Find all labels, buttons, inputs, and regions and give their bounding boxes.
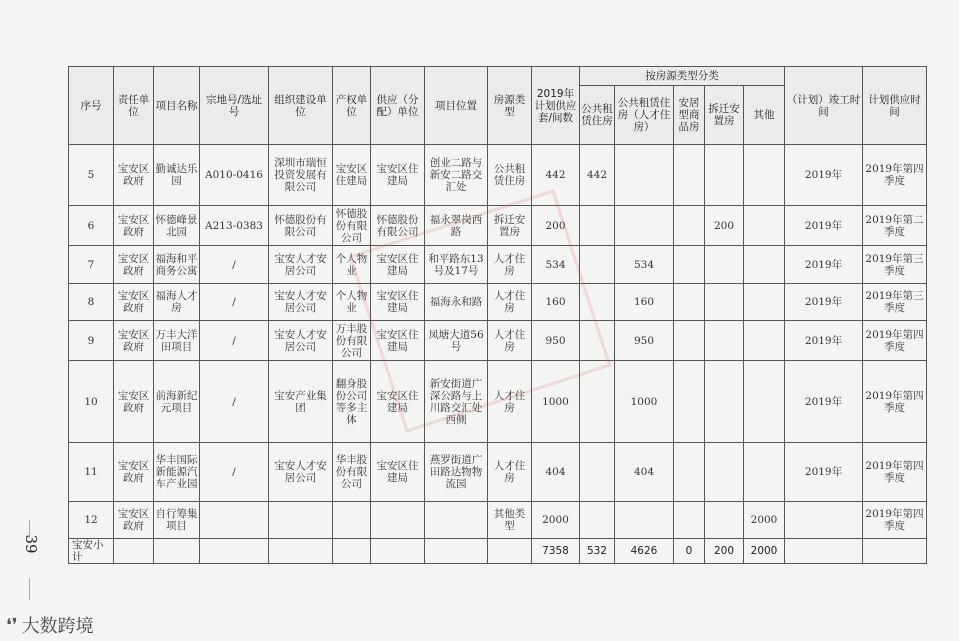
header-other: 其他 bbox=[744, 86, 785, 145]
row-supply-time: 2019年第四季度 bbox=[863, 361, 927, 443]
header-name: 项目名称 bbox=[154, 67, 200, 145]
row-other bbox=[744, 284, 785, 321]
row-land: / bbox=[200, 321, 269, 361]
row-plan: 442 bbox=[532, 145, 580, 206]
table-row bbox=[69, 246, 927, 284]
row-unit: 宝安区政府 bbox=[114, 145, 154, 206]
row-completion: 2019年 bbox=[785, 443, 863, 502]
row-owner: 华丰股份有限公司 bbox=[333, 443, 371, 502]
row-land: A213-0383 bbox=[200, 206, 269, 246]
row-owner: 个人物业 bbox=[333, 284, 371, 321]
table-row bbox=[69, 502, 927, 539]
row-other bbox=[744, 443, 785, 502]
row-location: 创业二路与新安二路交汇处 bbox=[425, 145, 488, 206]
row-name: 怀德峰景北园 bbox=[154, 206, 200, 246]
row-builder: 宝安产业集团 bbox=[269, 361, 333, 443]
row-public-rental: 442 bbox=[580, 145, 615, 206]
row-other bbox=[744, 246, 785, 284]
row-other bbox=[744, 145, 785, 206]
table-row bbox=[69, 321, 927, 361]
row-location: 凤塘大道56号 bbox=[425, 321, 488, 361]
row-affordable bbox=[674, 145, 705, 206]
row-talent-rental: 160 bbox=[615, 284, 674, 321]
row-affordable bbox=[674, 284, 705, 321]
row-other: 2000 bbox=[744, 502, 785, 539]
row-builder: 怀德股份有限公司 bbox=[269, 206, 333, 246]
row-location bbox=[425, 502, 488, 539]
row-completion: 2019年 bbox=[785, 321, 863, 361]
row-plan: 160 bbox=[532, 284, 580, 321]
subtotal-label: 宝安小计 bbox=[69, 539, 114, 564]
row-unit: 宝安区政府 bbox=[114, 246, 154, 284]
row-seq: 7 bbox=[69, 246, 114, 284]
row-relocation bbox=[705, 284, 744, 321]
row-public-rental bbox=[580, 502, 615, 539]
header-land: 宗地号/选址号 bbox=[200, 67, 269, 145]
row-supply: 宝安区住建局 bbox=[371, 145, 425, 206]
row-type: 其他类型 bbox=[488, 502, 532, 539]
row-name: 福海和平商务公寓 bbox=[154, 246, 200, 284]
header-relocation: 拆迁安置房 bbox=[705, 86, 744, 145]
subtotal-public-rental: 532 bbox=[580, 539, 615, 564]
row-public-rental bbox=[580, 206, 615, 246]
row-supply: 宝安区住建局 bbox=[371, 443, 425, 502]
page-number: 39 bbox=[22, 534, 40, 554]
row-land: / bbox=[200, 361, 269, 443]
header-supply: 供应（分配）单位 bbox=[371, 67, 425, 145]
subtotal-relocation: 200 bbox=[705, 539, 744, 564]
row-type: 人才住房 bbox=[488, 361, 532, 443]
row-builder: 宝安人才安居公司 bbox=[269, 246, 333, 284]
row-unit: 宝安区政府 bbox=[114, 284, 154, 321]
row-land: A010-0416 bbox=[200, 145, 269, 206]
page-number-rule-bottom bbox=[29, 578, 30, 600]
row-location: 燕罗街道广田路达物物流园 bbox=[425, 443, 488, 502]
row-public-rental bbox=[580, 284, 615, 321]
row-supply bbox=[371, 502, 425, 539]
row-name: 福海人才房 bbox=[154, 284, 200, 321]
header-plan-2019: 2019年计划供应套/间数 bbox=[532, 67, 580, 145]
row-public-rental bbox=[580, 361, 615, 443]
row-supply: 宝安区住建局 bbox=[371, 246, 425, 284]
row-builder: 宝安人才安居公司 bbox=[269, 443, 333, 502]
row-type: 人才住房 bbox=[488, 321, 532, 361]
row-owner: 怀德股份有限公司 bbox=[333, 206, 371, 246]
table-row bbox=[69, 206, 927, 246]
row-other bbox=[744, 321, 785, 361]
row-unit: 宝安区政府 bbox=[114, 206, 154, 246]
table-row bbox=[69, 443, 927, 502]
row-seq: 11 bbox=[69, 443, 114, 502]
row-owner bbox=[333, 502, 371, 539]
row-plan: 1000 bbox=[532, 361, 580, 443]
row-relocation bbox=[705, 246, 744, 284]
header-owner: 产权单位 bbox=[333, 67, 371, 145]
row-owner: 宝安区住建局 bbox=[333, 145, 371, 206]
brand-logo bbox=[6, 612, 94, 638]
row-public-rental bbox=[580, 246, 615, 284]
table-row bbox=[69, 284, 927, 321]
row-completion: 2019年 bbox=[785, 361, 863, 443]
row-supply-time: 2019年第四季度 bbox=[863, 321, 927, 361]
row-talent-rental: 404 bbox=[615, 443, 674, 502]
subtotal-other: 2000 bbox=[744, 539, 785, 564]
row-affordable bbox=[674, 321, 705, 361]
row-owner: 万丰股份有限公司 bbox=[333, 321, 371, 361]
row-public-rental bbox=[580, 443, 615, 502]
row-supply-time: 2019年第三季度 bbox=[863, 284, 927, 321]
row-type: 人才住房 bbox=[488, 246, 532, 284]
row-land: / bbox=[200, 284, 269, 321]
row-unit: 宝安区政府 bbox=[114, 443, 154, 502]
row-talent-rental: 534 bbox=[615, 246, 674, 284]
row-other bbox=[744, 206, 785, 246]
header-type: 房源类型 bbox=[488, 67, 532, 145]
subtotal-plan: 7358 bbox=[532, 539, 580, 564]
row-seq: 8 bbox=[69, 284, 114, 321]
row-affordable bbox=[674, 246, 705, 284]
subtotal-talent-rental: 4626 bbox=[615, 539, 674, 564]
table-row bbox=[69, 361, 927, 443]
row-plan: 534 bbox=[532, 246, 580, 284]
header-supply-time: 计划供应时间 bbox=[863, 67, 927, 145]
row-type: 人才住房 bbox=[488, 284, 532, 321]
row-builder bbox=[269, 502, 333, 539]
row-name: 前海新纪元项目 bbox=[154, 361, 200, 443]
header-seq: 序号 bbox=[69, 67, 114, 145]
row-supply: 宝安区住建局 bbox=[371, 321, 425, 361]
row-seq: 5 bbox=[69, 145, 114, 206]
row-completion: 2019年 bbox=[785, 284, 863, 321]
header-completion: （计划）竣工时间 bbox=[785, 67, 863, 145]
row-land bbox=[200, 502, 269, 539]
row-location: 新安街道广深公路与上川路交汇处西侧 bbox=[425, 361, 488, 443]
row-affordable bbox=[674, 443, 705, 502]
row-land: / bbox=[200, 246, 269, 284]
row-affordable bbox=[674, 361, 705, 443]
row-supply-time: 2019年第四季度 bbox=[863, 502, 927, 539]
row-relocation bbox=[705, 361, 744, 443]
row-name: 华丰国际新能源汽车产业园 bbox=[154, 443, 200, 502]
header-affordable: 安居型商品房 bbox=[674, 86, 705, 145]
row-owner: 个人物业 bbox=[333, 246, 371, 284]
row-talent-rental: 950 bbox=[615, 321, 674, 361]
row-plan: 404 bbox=[532, 443, 580, 502]
row-location: 福永翠岗西路 bbox=[425, 206, 488, 246]
row-supply-time: 2019年第二季度 bbox=[863, 206, 927, 246]
row-completion: 2019年 bbox=[785, 145, 863, 206]
row-completion: 2019年 bbox=[785, 246, 863, 284]
row-relocation bbox=[705, 443, 744, 502]
row-plan: 950 bbox=[532, 321, 580, 361]
header-group: 按房源类型分类 bbox=[580, 67, 785, 86]
quote-logo-icon: ❛❜ bbox=[6, 614, 18, 636]
row-relocation: 200 bbox=[705, 206, 744, 246]
table-row bbox=[69, 145, 927, 206]
brand-logo-text: 大数跨境 bbox=[21, 616, 94, 637]
housing-supply-table bbox=[68, 66, 927, 564]
row-location: 福海永和路 bbox=[425, 284, 488, 321]
row-seq: 10 bbox=[69, 361, 114, 443]
row-unit: 宝安区政府 bbox=[114, 361, 154, 443]
row-affordable bbox=[674, 206, 705, 246]
row-relocation bbox=[705, 145, 744, 206]
row-talent-rental: 1000 bbox=[615, 361, 674, 443]
row-location: 和平路东13号及17号 bbox=[425, 246, 488, 284]
row-supply: 怀德股份有限公司 bbox=[371, 206, 425, 246]
header-talent-rental: 公共租赁住房（人才住房） bbox=[615, 86, 674, 145]
header-unit: 责任单位 bbox=[114, 67, 154, 145]
row-supply-time: 2019年第四季度 bbox=[863, 145, 927, 206]
row-talent-rental bbox=[615, 502, 674, 539]
row-supply-time: 2019年第三季度 bbox=[863, 246, 927, 284]
row-completion bbox=[785, 502, 863, 539]
row-seq: 6 bbox=[69, 206, 114, 246]
row-plan: 2000 bbox=[532, 502, 580, 539]
row-supply: 宝安区住建局 bbox=[371, 361, 425, 443]
row-land: / bbox=[200, 443, 269, 502]
row-builder: 深圳市瑞恒投资发展有限公司 bbox=[269, 145, 333, 206]
row-talent-rental bbox=[615, 206, 674, 246]
header-location: 项目位置 bbox=[425, 67, 488, 145]
row-affordable bbox=[674, 502, 705, 539]
row-talent-rental bbox=[615, 145, 674, 206]
row-supply-time: 2019年第四季度 bbox=[863, 443, 927, 502]
header-builder: 组织建设单位 bbox=[269, 67, 333, 145]
row-completion: 2019年 bbox=[785, 206, 863, 246]
row-type: 人才住房 bbox=[488, 443, 532, 502]
row-unit: 宝安区政府 bbox=[114, 321, 154, 361]
row-type: 拆迁安置房 bbox=[488, 206, 532, 246]
row-unit: 宝安区政府 bbox=[114, 502, 154, 539]
row-name: 万丰大洋田项目 bbox=[154, 321, 200, 361]
subtotal-affordable: 0 bbox=[674, 539, 705, 564]
row-name: 自行筹集项目 bbox=[154, 502, 200, 539]
row-public-rental bbox=[580, 321, 615, 361]
row-builder: 宝安人才安居公司 bbox=[269, 284, 333, 321]
row-relocation bbox=[705, 321, 744, 361]
row-name: 勤诚达乐园 bbox=[154, 145, 200, 206]
row-seq: 9 bbox=[69, 321, 114, 361]
row-seq: 12 bbox=[69, 502, 114, 539]
row-owner: 翻身股份公司等多主体 bbox=[333, 361, 371, 443]
row-plan: 200 bbox=[532, 206, 580, 246]
row-builder: 宝安人才安居公司 bbox=[269, 321, 333, 361]
row-relocation bbox=[705, 502, 744, 539]
row-other bbox=[744, 361, 785, 443]
row-type: 公共租赁住房 bbox=[488, 145, 532, 206]
header-public-rental: 公共租赁住房 bbox=[580, 86, 615, 145]
row-supply: 宝安区住建局 bbox=[371, 284, 425, 321]
